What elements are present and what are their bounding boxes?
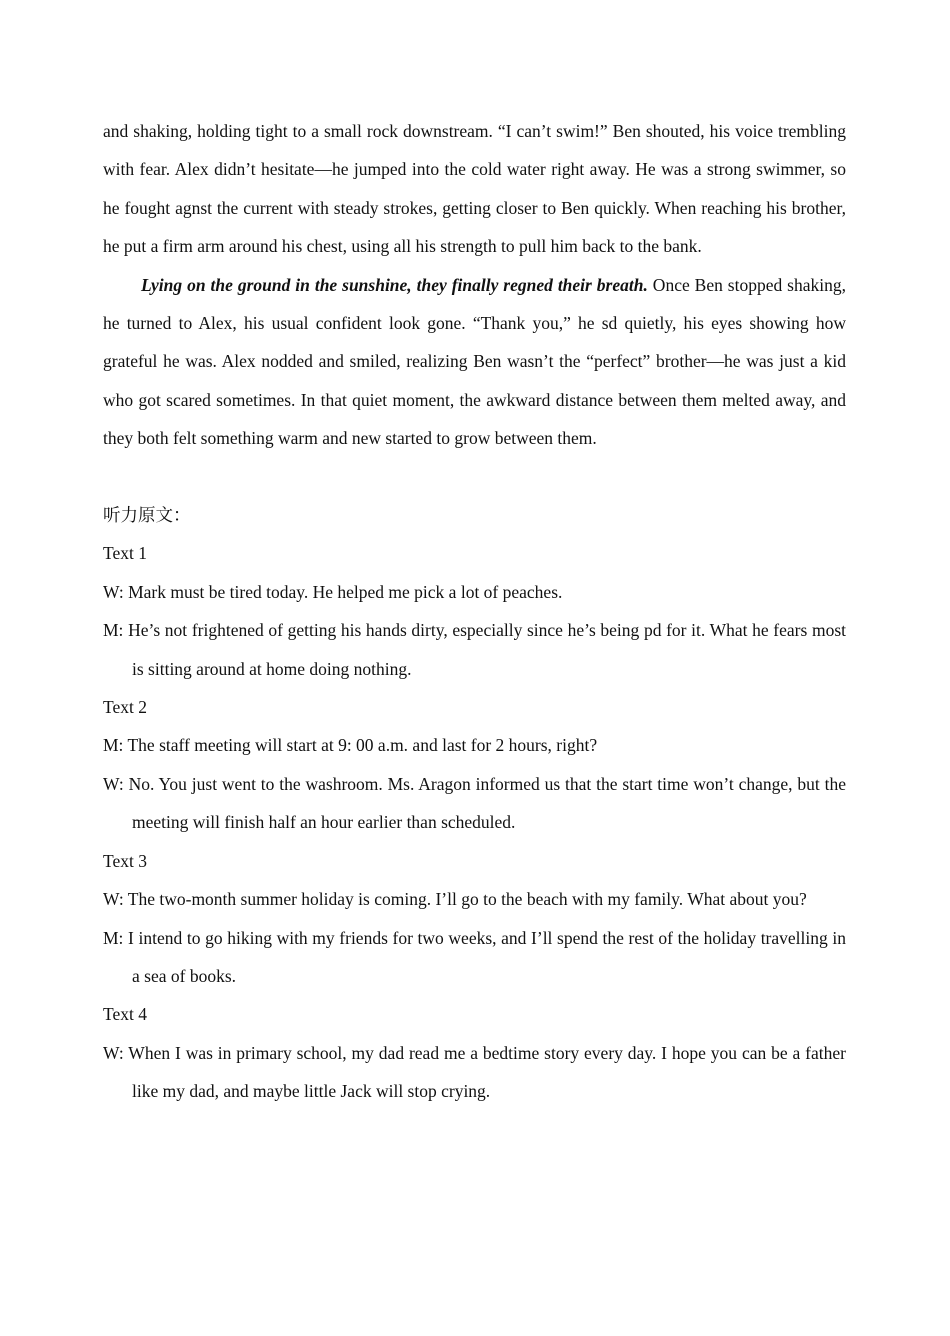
story-paragraph-2 xyxy=(103,266,846,458)
text-4-line-1: W: When I was in primary school, my dad read me a bedtime story every day. I hope you can be a father like my dad, and maybe little Jack will stop crying. xyxy=(103,1042,846,1102)
text-1-line-1: W: Mark must be tired today. He helped me pick a lot of peaches. xyxy=(103,581,563,602)
text-2-title: Text 2 xyxy=(103,697,147,718)
text-2-line-2: W: No. You just went to the washroom. Ms. Aragon informed us that the start time won’t change, but the meeting will finish half an hour earlier than scheduled. xyxy=(103,773,846,833)
text-2-line-1: M: The staff meeting will start at 9: 00 a.m. and last for 2 hours, right? xyxy=(103,735,598,756)
text-3-title: Text 3 xyxy=(103,850,147,871)
text-4-title: Text 4 xyxy=(103,1004,147,1025)
text-1-line-2: M: He’s not frightened of getting his hands dirty, especially since he’s being pd for it. What he fears most is sitting around at home doing nothing. xyxy=(103,620,846,679)
story-paragraph-2-body: Once Ben stopped shaking, he turned to Alex, his usual confident look gone. “Thank you,” he sd quietly, his eyes showing how grateful he was. Alex nodded and smiled, realizing Ben wasn’t the “perfect” brother—he was just a kid who got scared sometimes. In that quiet moment, the awkward distance between them melted away, and they both felt something warm and new started to grow between them. xyxy=(103,274,846,449)
document-page xyxy=(103,112,846,1111)
section-spacer xyxy=(103,458,846,496)
story-paragraph-1: and shaking, holding tight to a small rock downstream. “I can’t swim!” Ben shouted, his voice trembling with fear. Alex didn’t hesitate—he jumped into the cold water right away. He was a strong swimmer, so he fought agnst the current with steady strokes, getting closer to Ben quickly. When reaching his brother, he put a firm arm around his chest, using all his strength to pull him back to the bank. xyxy=(103,121,846,257)
text-3-line-1: W: The two-month summer holiday is coming. I’ll go to the beach with my family. What about you? xyxy=(103,889,807,910)
text-1-title: Text 1 xyxy=(103,543,147,564)
text-3-line-2: M: I intend to go hiking with my friends for two weeks, and I’ll spend the rest of the holiday travelling in a sea of books. xyxy=(103,927,846,986)
transcript-heading: 听力原文： xyxy=(103,505,191,526)
story-paragraph-2-lead: Lying on the ground in the sunshine, they finally regned their breath. xyxy=(141,274,648,295)
